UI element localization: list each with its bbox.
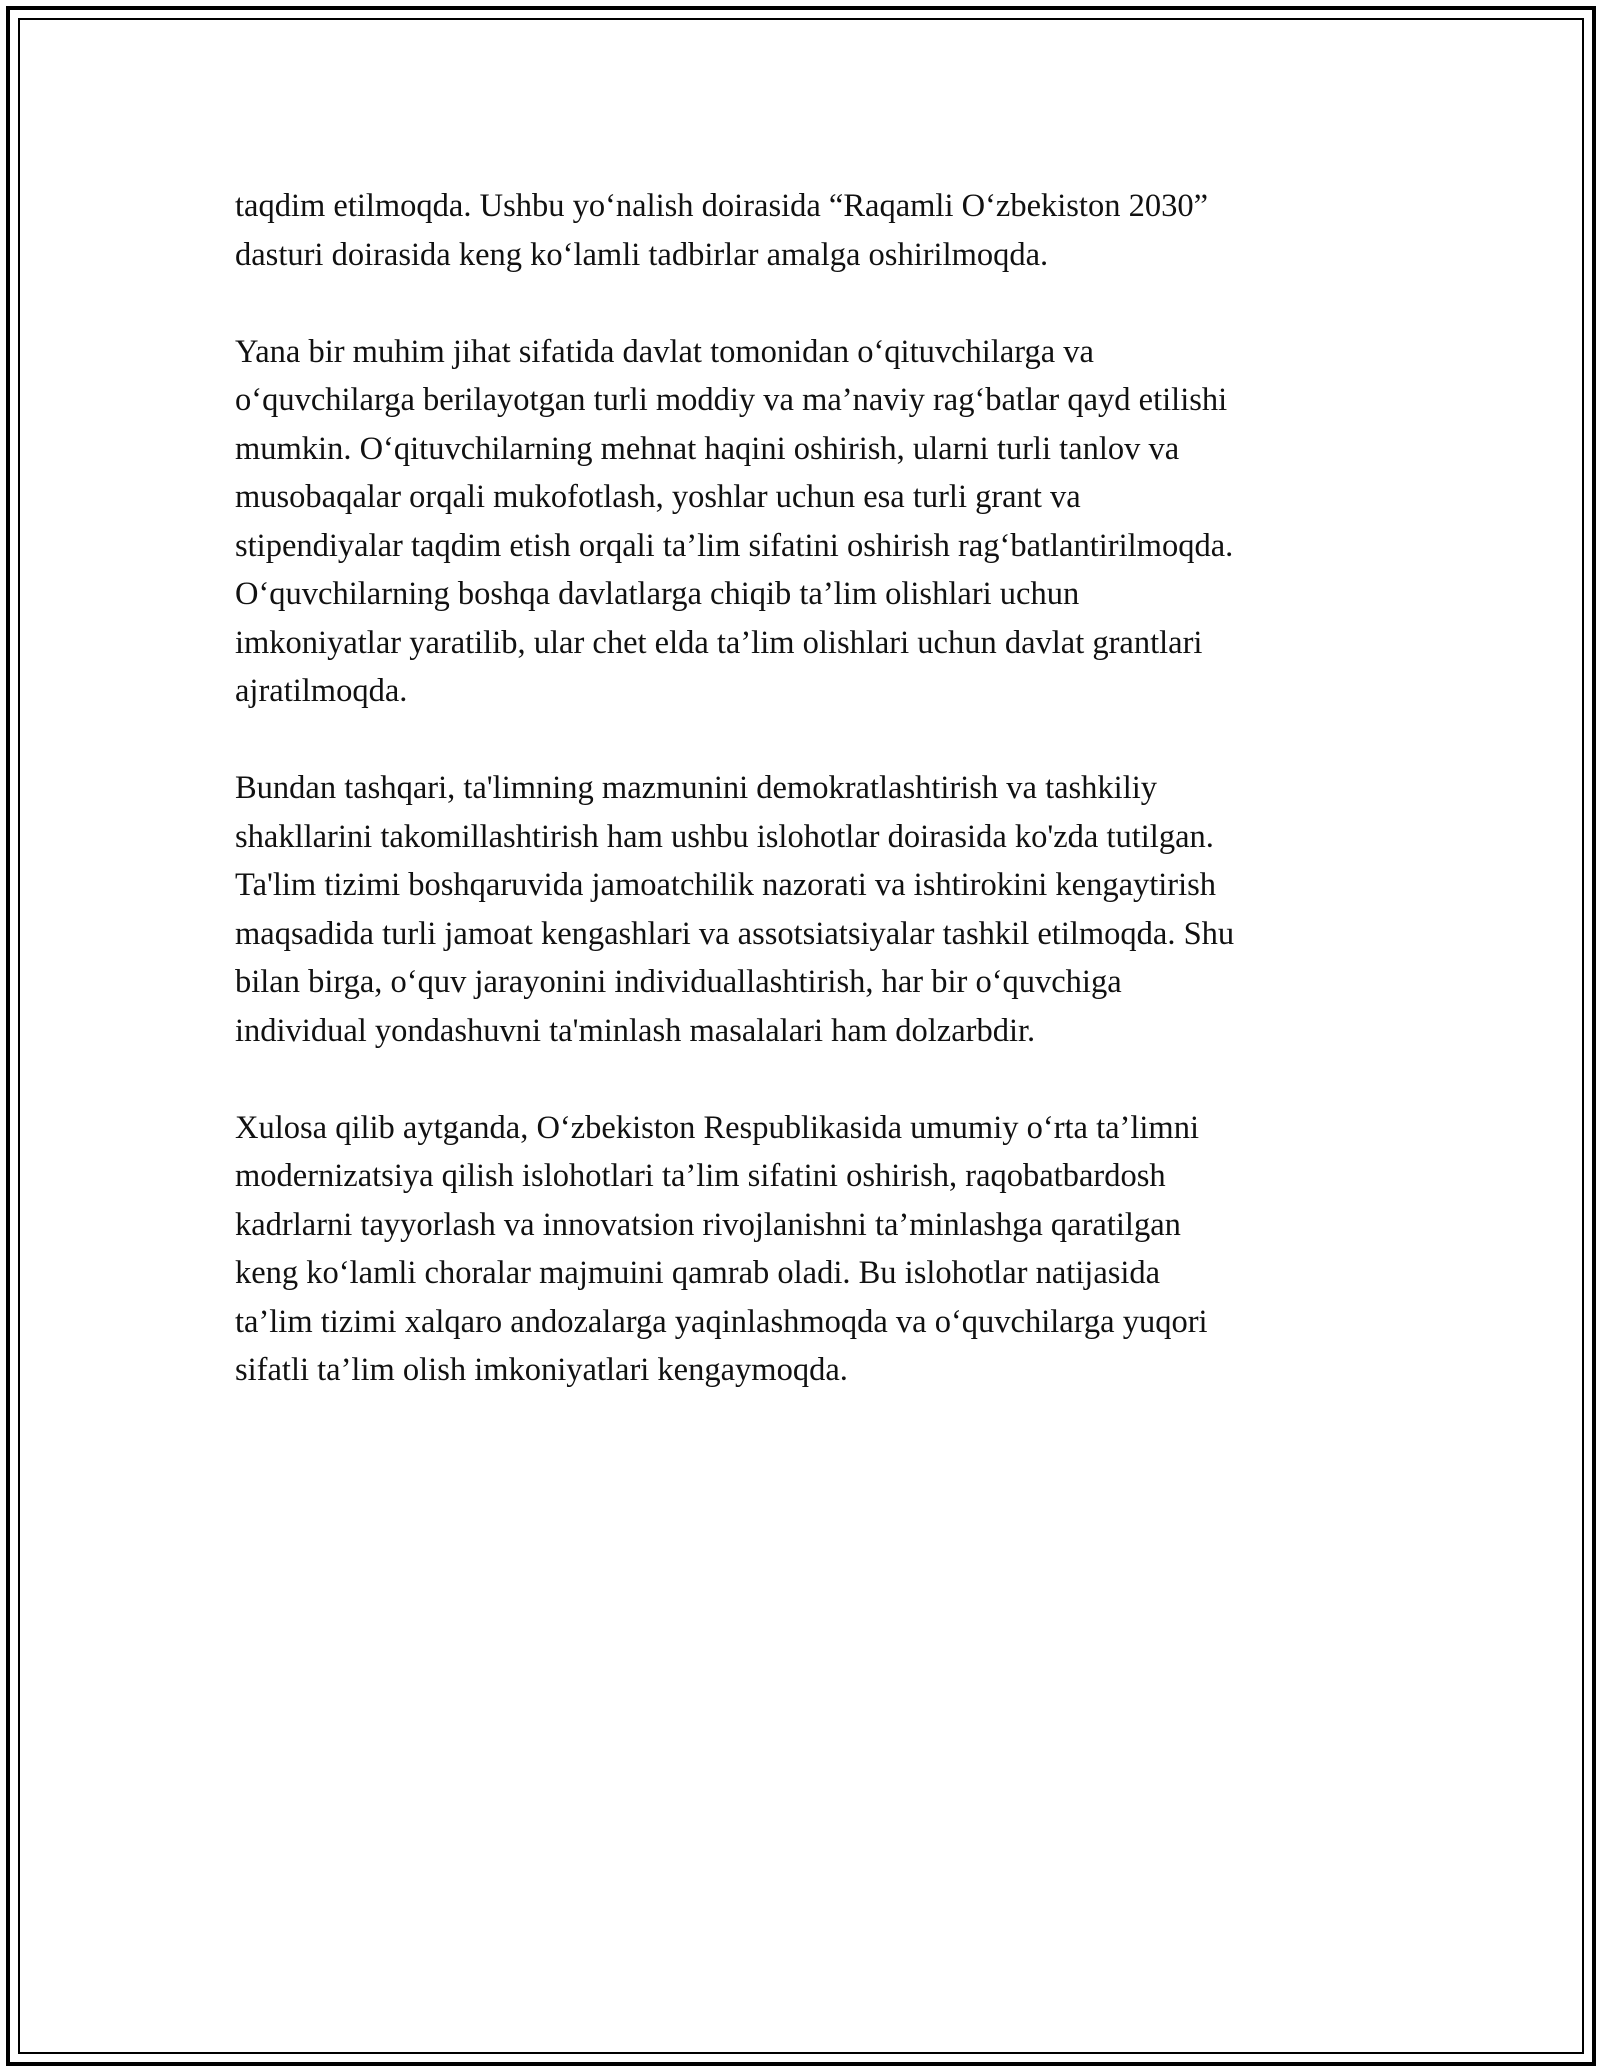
paragraph-digital-uzbekistan: taqdim etilmoqda. Ushbu yo‘nalish doirasida “Raqamli O‘zbekiston 2030” dasturi doirasida keng ko‘lamli tadbirlar amalga oshirilmoqda. xyxy=(235,188,1209,273)
document-body xyxy=(235,182,1395,1443)
paragraph-conclusion: Xulosa qilib aytganda, O‘zbekiston Respublikasida umumiy o‘rta ta’limni modernizatsiya qilish islohotlari ta’lim sifatini oshirish, raqobatbardosh kadrlarni tayyorlash va innovatsion rivojlanishni ta’minlashga qaratilgan keng ko‘lamli choralar majmuini qamrab oladi. Bu islohotlar natijasida ta’lim tizimi xalqaro andozalarga yaqinlashmoqda va o‘quvchilarga yuqori sifatli ta’lim olish imkoniyatlari kengaymoqda. xyxy=(235,1109,1208,1388)
paragraph-democratization: Bundan tashqari, ta'limning mazmunini demokratlashtirish va tashkiliy shakllarini takomillashtirish ham ushbu islohotlar doirasida ko'zda tutilgan. Ta'lim tizimi boshqaruvida jamoatchilik nazorati va ishtirokini kengaytirish maqsadida turli jamoat kengashlari va assotsiatsiyalar tashkil etilmoqda. Shu bilan birga, o‘quv jarayonini individuallashtirish, har bir o‘quvchiga individual yondashuvni ta'minlash masalalari ham dolzarbdir. xyxy=(235,770,1235,1049)
paragraph-incentives: Yana bir muhim jihat sifatida davlat tomonidan o‘qituvchilarga va o‘quvchilarga berilayotgan turli moddiy va ma’naviy rag‘batlar qayd etilishi mumkin. O‘qituvchilarning mehnat haqini oshirish, ularni turli tanlov va musobaqalar orqali mukofotlash, yoshlar uchun esa turli grant va stipendiyalar taqdim etish orqali ta’lim sifatini oshirish rag‘batlantirilmoqda. O‘quvchilarning boshqa davlatlarga chiqib ta’lim olishlari uchun imkoniyatlar yaratilib, ular chet elda ta’lim olishlari uchun davlat grantlari ajratilmoqda. xyxy=(235,333,1234,709)
